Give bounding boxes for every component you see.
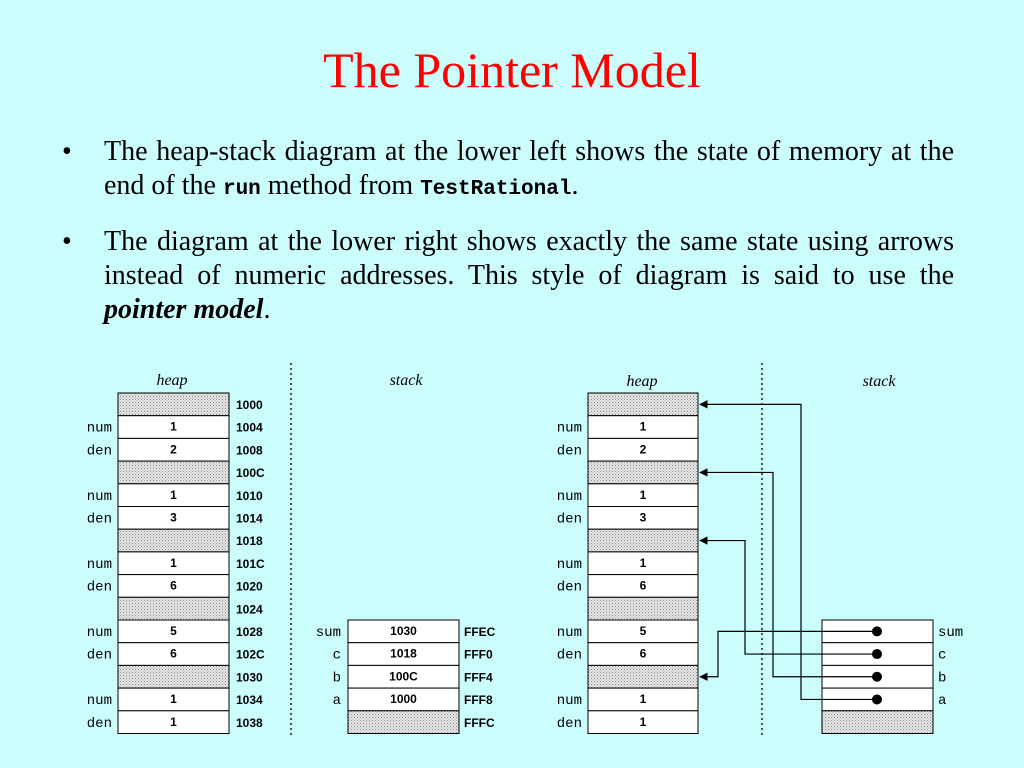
heap-cell-value: 1 xyxy=(170,714,177,729)
heap-cell-value: 1 xyxy=(170,487,177,502)
heap-address: 1010 xyxy=(236,488,263,503)
heap-field-name: num xyxy=(556,625,582,641)
heap-address: 1014 xyxy=(236,511,263,526)
stack-address: FFF4 xyxy=(464,670,493,685)
heap-cell-value: 1 xyxy=(639,555,647,570)
heap-cell-value: 6 xyxy=(170,646,177,661)
heap-cell-value: 5 xyxy=(170,624,177,638)
bullet-1-part: run xyxy=(222,178,261,201)
heap-address: 100C xyxy=(236,466,265,481)
stack-cell-value: 1000 xyxy=(390,692,417,707)
bullet-2-part: The diagram at the lower right shows exactly the same state using arrows instead of numeric addresses. This style of diagram is said to use the xyxy=(104,226,954,291)
heap-cell-value: 1 xyxy=(170,555,177,570)
bullet-2-part: . xyxy=(263,294,271,325)
heap-address: 1020 xyxy=(236,579,263,594)
pointer-dot xyxy=(872,649,882,659)
heap-cell xyxy=(588,393,698,416)
heap-cell xyxy=(588,529,698,552)
stack-var-name: sum xyxy=(315,625,341,641)
heap-cell xyxy=(118,665,229,688)
stack-label: stack xyxy=(862,373,896,390)
heap-cell xyxy=(588,665,698,688)
heap-cell-value: 1 xyxy=(639,487,647,502)
heap-cell-value: 6 xyxy=(639,578,647,593)
heap-field-name: num xyxy=(556,488,582,505)
heap-cell xyxy=(118,529,229,552)
heap-field-name: num xyxy=(556,693,582,710)
bullet-1-part: The heap-stack diagram at the lower left shows the state of memory at the end of the xyxy=(104,136,954,201)
stack-cell xyxy=(822,711,933,734)
heap-field-name: den xyxy=(86,579,112,596)
heap-cell xyxy=(118,393,229,416)
stack-var-name: c xyxy=(938,647,947,664)
heap-address: 1028 xyxy=(236,625,263,639)
stack-var-name: b xyxy=(938,670,947,687)
heap-field-name: den xyxy=(556,443,582,460)
stack-address: FFFC xyxy=(464,715,495,730)
heap-field-name: den xyxy=(556,511,582,528)
heap-field-name: num xyxy=(86,420,112,437)
left-diagram xyxy=(87,363,496,735)
heap-address: 1030 xyxy=(236,670,263,685)
heap-address: 1004 xyxy=(236,420,263,435)
stack-address: FFF8 xyxy=(464,693,493,708)
heap-cell-value: 5 xyxy=(639,624,647,638)
heap-cell xyxy=(588,461,698,484)
heap-label: heap xyxy=(156,372,188,389)
slide-title: The Pointer Model xyxy=(323,42,701,98)
stack-address: FFF0 xyxy=(464,647,493,662)
bullet-1-part: TestRational xyxy=(420,178,572,201)
pointer-dot xyxy=(872,672,882,682)
stack-label: stack xyxy=(389,372,423,389)
pointer-dot xyxy=(872,694,882,704)
heap-field-name: den xyxy=(556,647,582,664)
stack-var-name: a xyxy=(332,693,341,710)
heap-cell-value: 1 xyxy=(639,692,647,707)
stack-var-name: a xyxy=(938,693,947,710)
heap-address: 102C xyxy=(236,647,265,662)
bullet-dot: • xyxy=(62,226,72,257)
heap-address: 1018 xyxy=(236,534,263,549)
stack-var-name: b xyxy=(332,670,341,687)
heap-cell xyxy=(118,597,229,620)
heap-field-name: den xyxy=(86,715,112,732)
heap-cell xyxy=(118,461,229,484)
stack-cell-value: 100C xyxy=(389,669,418,684)
stack-cell-value: 1018 xyxy=(390,646,417,661)
heap-cell-value: 2 xyxy=(639,442,647,457)
heap-field-name: den xyxy=(86,647,112,664)
heap-cell-value: 1 xyxy=(170,419,177,434)
heap-cell-value: 3 xyxy=(639,510,647,525)
stack-var-name: c xyxy=(332,647,341,664)
heap-address: 1038 xyxy=(236,715,263,730)
heap-cell-value: 2 xyxy=(170,442,177,457)
heap-field-name: num xyxy=(556,420,582,437)
heap-cell-value: 6 xyxy=(170,578,177,593)
stack-cell-value: 1030 xyxy=(390,624,417,638)
pointer-dot xyxy=(872,626,882,636)
heap-cell-value: 1 xyxy=(639,714,647,729)
heap-field-name: den xyxy=(556,579,582,596)
heap-field-name: num xyxy=(86,625,112,641)
bullet-2-part: pointer model xyxy=(104,294,264,325)
heap-cell xyxy=(588,597,698,620)
heap-label: heap xyxy=(626,373,658,390)
stack-var-name: sum xyxy=(938,625,964,641)
stack-address: FFEC xyxy=(464,625,496,639)
stack-cell xyxy=(348,711,459,734)
heap-field-name: den xyxy=(556,715,582,732)
heap-cell-value: 6 xyxy=(639,646,647,661)
bullet-1-part: method from xyxy=(260,170,421,201)
heap-field-name: den xyxy=(86,443,112,460)
heap-address: 1024 xyxy=(236,602,263,617)
heap-address: 1000 xyxy=(236,398,263,412)
heap-field-name: num xyxy=(556,556,582,573)
heap-field-name: num xyxy=(86,693,112,710)
heap-field-name: den xyxy=(86,511,112,528)
heap-cell-value: 1 xyxy=(639,419,647,434)
heap-field-name: num xyxy=(86,556,112,573)
bullet-dot: • xyxy=(62,136,72,167)
bullet-1-part: . xyxy=(571,170,579,201)
heap-address: 1034 xyxy=(236,693,263,708)
heap-address: 1008 xyxy=(236,443,263,458)
right-diagram xyxy=(557,363,963,735)
heap-cell-value: 3 xyxy=(170,510,177,525)
heap-field-name: num xyxy=(86,488,112,505)
heap-cell-value: 1 xyxy=(170,692,177,707)
heap-address: 101C xyxy=(236,556,265,571)
